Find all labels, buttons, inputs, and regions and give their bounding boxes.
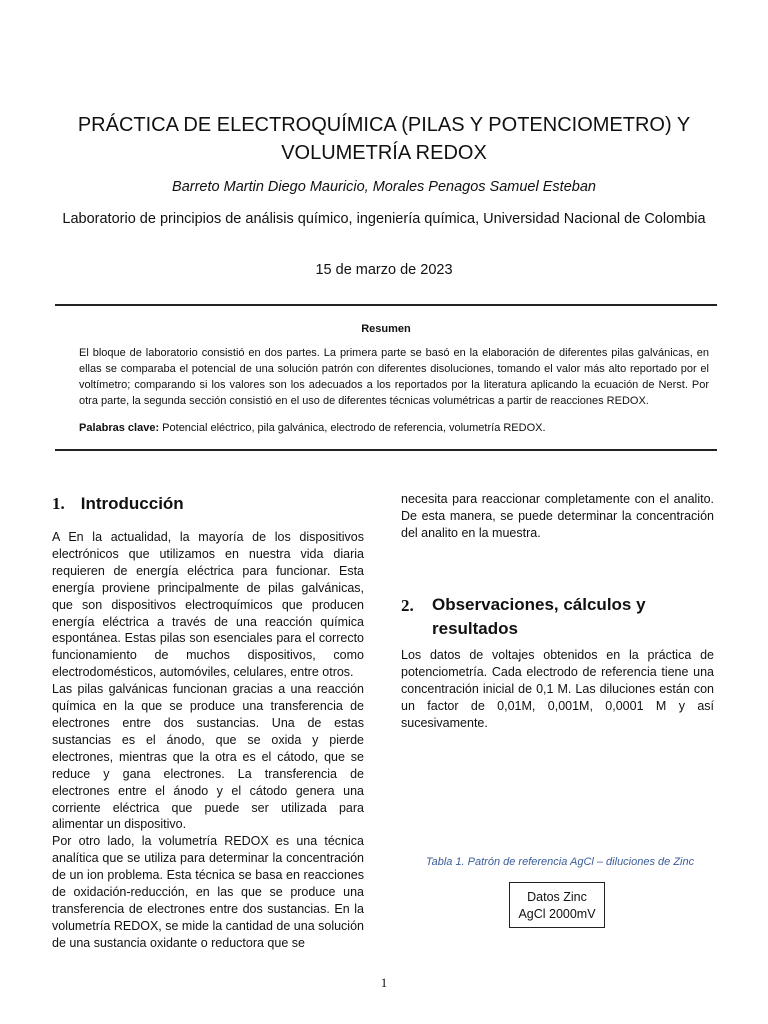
table-1-header-cell	[509, 882, 605, 928]
intro-paragraph-3: Por otro lado, la volumetría REDOX es una técnica analítica que se utiliza para determinar la concentración de un ion problema. Esta técnica se basa en reacciones de oxidación-reducción, en las que se produce una transferencia de electrones entre dos sustancias. En la volumetría REDOX, se mide la cantidad de una solución de una sustancia oxidante o reductora que se	[52, 834, 364, 950]
keywords-text: Potencial eléctrico, pila galvánica, electrodo de referencia, volumetría REDOX.	[159, 422, 546, 434]
results-paragraph: Los datos de voltajes obtenidos en la práctica de potenciometría. Cada electrodo de referencia tiene una concentración inicial de 0,1 M. Las diluciones están con un factor de 0,01M, 0,001M, 0,0001 M y así sucesivamente.	[401, 648, 714, 730]
affiliation: Laboratorio de principios de análisis químico, ingeniería química, Universidad Nacional de Colombia	[62, 211, 706, 227]
authors: Barreto Martin Diego Mauricio, Morales Penagos Samuel Esteban	[172, 179, 596, 195]
section-1-title: Introducción	[80, 494, 184, 513]
table-1-caption: Tabla 1. Patrón de referencia AgCl – diluciones de Zinc	[425, 856, 695, 868]
section-2-number: 2.	[401, 596, 414, 615]
intro-paragraph-2: Las pilas galvánicas funcionan gracias a una reacción química en la que se produce una transferencia de electrones entre dos sustancias. Una de estas sustancias es el ánodo, que se oxida y pierde electrones, mientras que la otra es el cátodo, que se reduce y gana electrones. La transferencia de electrones entre el ánodo y el cátodo genera una corriente eléctrica que puede ser utilizada para alimentar un dispositivo.	[52, 682, 364, 832]
section-1-heading	[52, 494, 184, 514]
abstract-title: Resumen	[361, 323, 411, 335]
section-1-number: 1.	[52, 494, 65, 513]
keywords-label: Palabras clave:	[79, 422, 160, 434]
intro-paragraph-1: A En la actualidad, la mayoría de los dispositivos electrónicos que utilizamos en nuestra vida diaria requieren de energía eléctrica para funcionar. Esta energía proviene principalmente de pilas galvánicas, que son dispositivos electroquímicos que producen energía eléctrica a través de una reacción química espontánea. Estas pilas son esenciales para el correcto funcionamiento de muchos dispositivos, como electrodomésticos, automóviles, celulares, entre otros.	[52, 530, 364, 680]
page-number: 1	[380, 975, 388, 990]
section-2-title: Observaciones, cálculos y resultados	[432, 595, 646, 638]
paper-title: PRÁCTICA DE ELECTROQUÍMICA (PILAS Y POTENCIOMETRO) Y VOLUMETRÍA REDOX	[77, 114, 691, 164]
abstract-top-divider	[55, 304, 717, 306]
table-1-line-2: AgCl 2000mV	[518, 907, 596, 921]
left-column-text	[52, 529, 364, 952]
keywords-line	[79, 422, 709, 434]
intro-paragraph-continuation: necesita para reaccionar completamente con el analito. De esta manera, se puede determinar la concentración del analito en la muestra.	[401, 492, 714, 540]
abstract-text: El bloque de laboratorio consistió en dos partes. La primera parte se basó en la elaboración de diferentes pilas galvánicas, en ellas se comparaba el potencial de una solución patrón con diferentes disoluciones, tomando el valor más alto reportado por el voltímetro; comparando si los valores son los adecuados a los reportados por la literatura aplicando la ecuación de Nerst. Por otra parte, la segunda sección consistió en el uso de diferentes técnicas volumétricas a partir de reacciones REDOX.	[79, 347, 709, 407]
publication-date: 15 de marzo de 2023	[315, 262, 453, 278]
table-1-line-1: Datos Zinc	[527, 890, 587, 904]
abstract-bottom-divider	[55, 449, 717, 451]
